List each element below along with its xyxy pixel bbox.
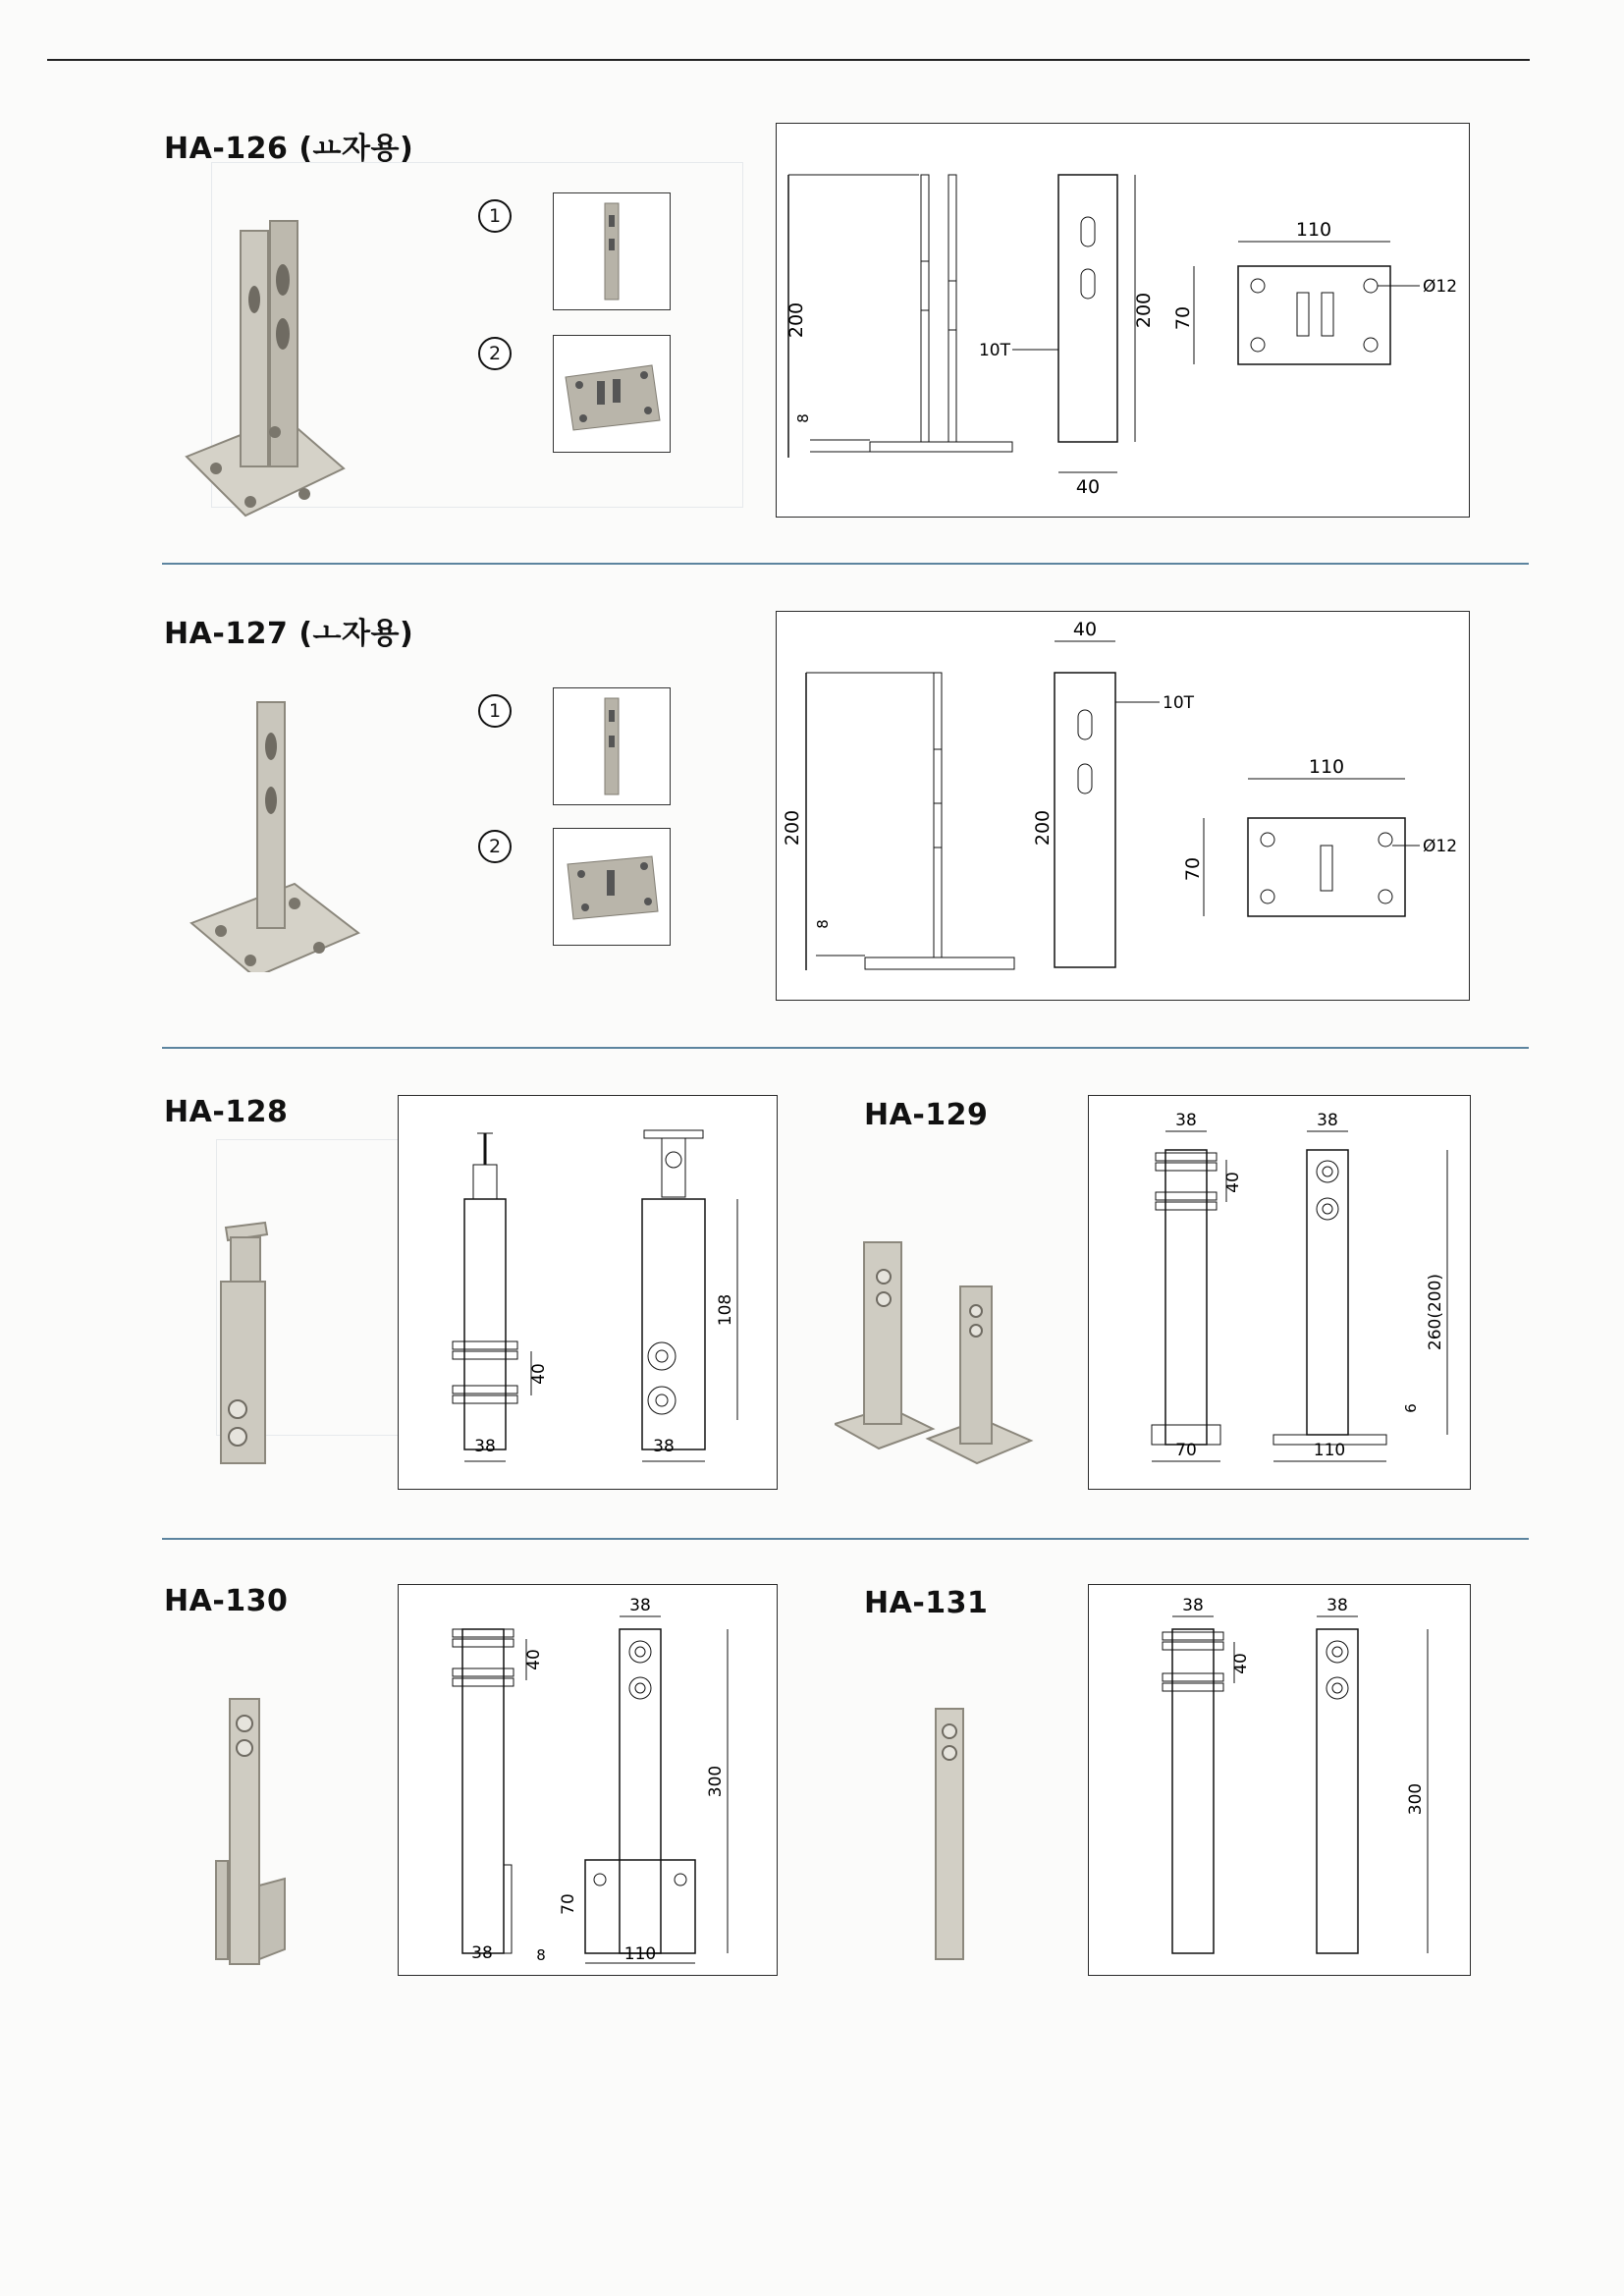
part-2-marker: 2 xyxy=(478,337,512,370)
dim-base-thickness: 6 xyxy=(1402,1403,1420,1413)
dim-plate-width: 110 xyxy=(1313,1441,1346,1460)
technical-drawing xyxy=(776,123,1470,518)
product-title: HA-129 xyxy=(864,1098,989,1132)
section-divider xyxy=(162,563,1529,565)
product-photo xyxy=(187,697,363,972)
product-photo xyxy=(835,1232,1041,1468)
dim-plate-height: 70 xyxy=(559,1893,578,1915)
dim-width: 38 xyxy=(471,1943,493,1963)
part-2-marker: 2 xyxy=(478,830,512,863)
dim-width: 40 xyxy=(1075,476,1101,498)
dim-width: 38 xyxy=(1317,1111,1338,1130)
product-title: HA-131 xyxy=(864,1586,989,1620)
part-1-marker: 1 xyxy=(478,694,512,728)
part-2-thumbnail xyxy=(553,828,671,946)
product-photo xyxy=(196,1213,285,1478)
dim-height: 200 xyxy=(1133,292,1155,329)
dim-plate-width: 110 xyxy=(623,1944,657,1964)
dim-hole: Ø12 xyxy=(1423,837,1458,856)
technical-drawing xyxy=(398,1584,778,1976)
dim-width: 38 xyxy=(1175,1111,1197,1130)
product-photo xyxy=(206,1694,295,1979)
product-photo xyxy=(177,211,353,525)
product-photo xyxy=(928,1704,977,1969)
dim-base-thickness: 8 xyxy=(794,413,812,423)
dim-plate-height: 70 xyxy=(1172,305,1194,331)
dim-width: 38 xyxy=(474,1437,496,1456)
technical-drawing xyxy=(1088,1584,1471,1976)
dim-plate-width: 70 xyxy=(1175,1441,1197,1460)
dim-height: 108 xyxy=(716,1293,735,1327)
dim-thickness: 10T xyxy=(1163,693,1195,713)
dim-pitch: 40 xyxy=(1223,1172,1243,1193)
technical-drawing xyxy=(776,611,1470,1001)
dim-width: 38 xyxy=(653,1437,675,1456)
product-title: HA-130 xyxy=(164,1584,289,1618)
dim-pitch: 40 xyxy=(529,1363,549,1385)
dim-height: 300 xyxy=(1406,1782,1426,1816)
dim-base-thickness: 8 xyxy=(814,919,832,929)
dim-thickness: 8 xyxy=(536,1946,546,1964)
dim-width: 38 xyxy=(1326,1596,1348,1615)
product-title: HA-127 (ㅗ자용) xyxy=(164,617,414,651)
dim-height: 200 xyxy=(785,301,807,339)
dim-plate-width: 110 xyxy=(1308,756,1345,778)
dim-plate-width: 110 xyxy=(1295,219,1332,241)
dim-height: 300 xyxy=(706,1765,726,1798)
dim-height: 260(200) xyxy=(1426,1273,1445,1351)
technical-drawing xyxy=(398,1095,778,1490)
section-divider xyxy=(162,1538,1529,1540)
dim-pitch: 40 xyxy=(1231,1653,1251,1674)
top-rule xyxy=(47,59,1530,61)
dim-hole: Ø12 xyxy=(1423,277,1458,297)
dim-width: 38 xyxy=(1182,1596,1204,1615)
dim-pitch: 40 xyxy=(524,1649,544,1670)
product-title: HA-128 xyxy=(164,1095,289,1129)
part-1-thumbnail xyxy=(553,687,671,805)
product-title: HA-126 (ㅛ자용) xyxy=(164,132,414,166)
dim-plate-height: 70 xyxy=(1182,856,1204,882)
dim-width: 40 xyxy=(1072,619,1098,640)
dim-thickness: 10T xyxy=(978,341,1010,360)
part-1-thumbnail xyxy=(553,192,671,310)
section-divider xyxy=(162,1047,1529,1049)
part-1-marker: 1 xyxy=(478,199,512,233)
dim-height: 200 xyxy=(1032,809,1054,847)
dim-height: 200 xyxy=(782,809,803,847)
technical-drawing xyxy=(1088,1095,1471,1490)
dim-width: 38 xyxy=(629,1596,651,1615)
part-2-thumbnail xyxy=(553,335,671,453)
